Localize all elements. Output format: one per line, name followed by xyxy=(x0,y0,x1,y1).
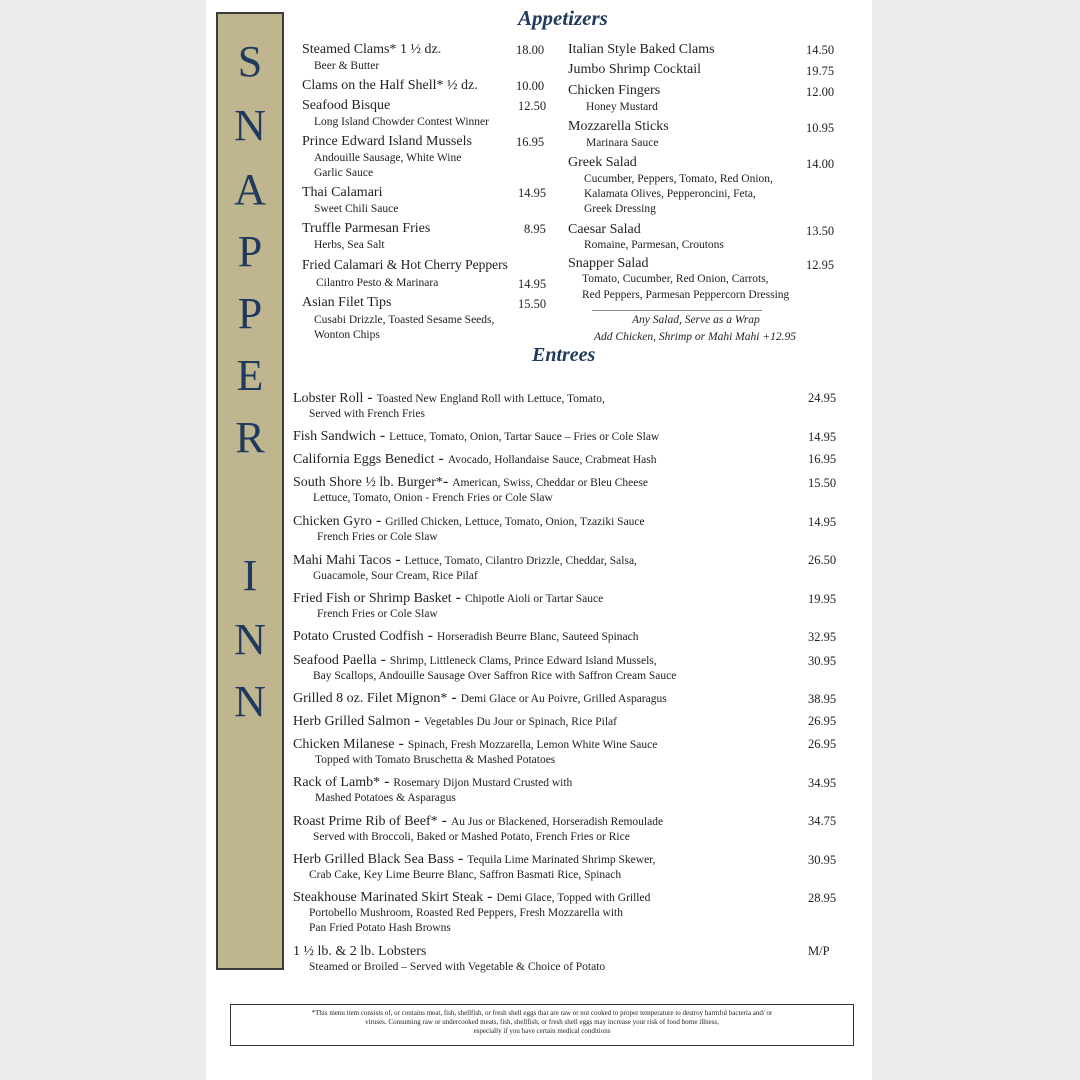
menu-item-desc: Cusabi Drizzle, Toasted Sesame Seeds, xyxy=(314,314,495,326)
menu-item-name: Clams on the Half Shell* ½ dz. xyxy=(302,78,478,93)
entree-desc: Vegetables Du Jour or Spinach, Rice Pilaf xyxy=(423,716,617,728)
disclaimer-line: *This menu item consists of, or contains meat, fish, shellfish, or fresh shell eggs that are raw or not cooked to proper temperature to destroy harmful bacteria and/ or xyxy=(311,1009,773,1017)
entree-price: 32.95 xyxy=(808,630,837,644)
entree-item: Potato Crusted Codfish - Horseradish Beurre Blanc, Sauteed Spinach xyxy=(293,627,639,644)
menu-item-name: Greek Salad xyxy=(568,155,637,170)
entree-item: Fried Fish or Shrimp Basket - Chipotle Aioli or Tartar Sauce French Fries or Cole Slaw xyxy=(293,589,604,620)
entree-name: 1 ½ lb. & 2 lb. Lobsters xyxy=(293,944,427,959)
entree-price: M/P xyxy=(808,944,830,958)
menu-item-desc: Long Island Chowder Contest Winner xyxy=(314,116,489,128)
entree-name: Fried Fish or Shrimp Basket xyxy=(293,591,452,606)
entree-desc: Shrimp, Littleneck Clams, Prince Edward Island Mussels, xyxy=(389,655,657,667)
entree-item: Seafood Paella - Shrimp, Littleneck Clams, Prince Edward Island Mussels, Bay Scallops, Andouille Sausage Over Saffron Rice with Saffron Cream Sauce xyxy=(293,651,677,682)
entree-item: Herb Grilled Salmon - Vegetables Du Jour or Spinach, Rice Pilaf xyxy=(293,712,617,729)
entree-price: 19.95 xyxy=(808,592,837,606)
menu-item-name: Seafood Bisque xyxy=(302,98,391,113)
entree-desc: Lettuce, Tomato, Onion, Tartar Sauce – Fries or Cole Slaw xyxy=(389,431,660,443)
entree-item: Rack of Lamb* - Rosemary Dijon Mustard Crusted with Mashed Potatoes & Asparagus xyxy=(293,773,573,804)
banner-letter: N xyxy=(234,101,266,150)
entree-item: Steakhouse Marinated Skirt Steak - Demi Glace, Topped with Grilled Portobello Mushroom, Roasted Red Peppers, Fresh Mozzarella with Pan Fried Potato Hash Browns xyxy=(293,888,651,934)
entree-desc-line2: Steamed or Broiled – Served with Vegetable & Choice of Potato xyxy=(309,961,606,973)
entree-desc-line2: Crab Cake, Key Lime Beurre Blanc, Saffron Basmati Rice, Spinach xyxy=(309,869,622,881)
entree-desc-line2: Portobello Mushroom, Roasted Red Peppers, Fresh Mozzarella with xyxy=(309,907,623,919)
menu-item-desc: Kalamata Olives, Pepperoncini, Feta, xyxy=(584,188,756,200)
entree-desc-line2: French Fries or Cole Slaw xyxy=(317,608,438,620)
entree-price: 26.50 xyxy=(808,553,837,567)
menu-item-desc: Garlic Sauce xyxy=(314,167,374,179)
menu-item-name: Asian Filet Tips xyxy=(302,295,392,310)
divider xyxy=(592,310,762,311)
banner-letter: E xyxy=(236,351,264,400)
menu-item-name: Jumbo Shrimp Cocktail xyxy=(568,62,701,77)
menu-item-name: Truffle Parmesan Fries xyxy=(302,221,431,236)
menu-item-desc: Cucumber, Peppers, Tomato, Red Onion, xyxy=(584,173,773,185)
menu-item-price: 14.00 xyxy=(806,157,835,171)
entree-item: Chicken Gyro - Grilled Chicken, Lettuce, Tomato, Onion, Tzaziki Sauce French Fries or Cole Slaw xyxy=(293,512,645,543)
entree-price: 34.95 xyxy=(808,776,837,790)
banner-letter: N xyxy=(234,615,266,664)
entree-desc: Demi Glace or Au Poivre, Grilled Asparagus xyxy=(460,693,667,705)
menu-item-desc: Beer & Butter xyxy=(314,60,380,72)
entree-desc: Tequila Lime Marinated Shrimp Skewer, xyxy=(467,854,656,866)
menu-item-price: 15.50 xyxy=(518,297,547,311)
entree-desc: Rosemary Dijon Mustard Crusted with xyxy=(393,777,573,789)
entree-price: 26.95 xyxy=(808,714,837,728)
entree-price: 30.95 xyxy=(808,853,837,867)
menu-item-price: 14.95 xyxy=(518,186,547,200)
entree-desc: Chipotle Aioli or Tartar Sauce xyxy=(465,593,604,605)
menu-item-desc: Honey Mustard xyxy=(586,101,658,113)
banner-letter: I xyxy=(242,551,258,600)
entree-name: Herb Grilled Black Sea Bass xyxy=(293,852,454,867)
entree-desc: Demi Glace, Topped with Grilled xyxy=(496,892,651,904)
entree-price: 28.95 xyxy=(808,891,837,905)
entree-item: Herb Grilled Black Sea Bass - Tequila Lime Marinated Shrimp Skewer, Crab Cake, Key Lime Beurre Blanc, Saffron Basmati Rice, Spinach xyxy=(293,850,656,881)
menu-item-desc: Cilantro Pesto & Marinara xyxy=(316,277,439,289)
entree-desc: Grilled Chicken, Lettuce, Tomato, Onion, Tzaziki Sauce xyxy=(385,516,645,528)
entree-desc: Avocado, Hollandaise Sauce, Crabmeat Hash xyxy=(447,454,657,466)
menu-item-price: 12.95 xyxy=(806,258,835,272)
banner-letter: N xyxy=(234,677,266,726)
entree-desc-line2: Guacamole, Sour Cream, Rice Pilaf xyxy=(313,570,478,582)
entree-desc: Spinach, Fresh Mozzarella, Lemon White Wine Sauce xyxy=(407,739,658,751)
menu-item-name: Prince Edward Island Mussels xyxy=(302,134,472,149)
entree-item xyxy=(293,942,605,975)
entree-desc-line2: Bay Scallops, Andouille Sausage Over Saffron Rice with Saffron Cream Sauce xyxy=(313,670,677,682)
menu-item-desc: Romaine, Parmesan, Croutons xyxy=(584,239,724,251)
menu-item-name: Chicken Fingers xyxy=(568,83,661,98)
banner-letter: P xyxy=(237,227,263,276)
menu-item-price: 12.00 xyxy=(806,85,835,99)
menu-item-price: 10.00 xyxy=(516,79,545,93)
menu-item-name: Mozzarella Sticks xyxy=(568,119,669,134)
menu-item-desc: Red Peppers, Parmesan Peppercorn Dressing xyxy=(582,289,790,301)
entree-price: 24.95 xyxy=(808,391,837,405)
entree-item: Chicken Milanese - Spinach, Fresh Mozzarella, Lemon White Wine Sauce Topped with Tomato Bruschetta & Mashed Potatoes xyxy=(293,735,658,766)
entree-desc: Toasted New England Roll with Lettuce, Tomato, xyxy=(376,393,605,405)
entree-price: 30.95 xyxy=(808,654,837,668)
entree-price: 15.50 xyxy=(808,476,837,490)
menu-item-price: 12.50 xyxy=(518,99,547,113)
entree-name: Steakhouse Marinated Skirt Steak xyxy=(293,890,484,905)
entree-item: Lobster Roll - Toasted New England Roll with Lettuce, Tomato, Served with French Fries xyxy=(293,389,605,420)
banner-letter: R xyxy=(235,413,265,462)
entree-desc-line2: Topped with Tomato Bruschetta & Mashed Potatoes xyxy=(315,754,556,766)
banner-letter: S xyxy=(237,37,263,86)
entree-item: Fish Sandwich - Lettuce, Tomato, Onion, Tartar Sauce – Fries or Cole Slaw xyxy=(293,427,660,444)
entree-item: South Shore ½ lb. Burger*- American, Swiss, Cheddar or Bleu Cheese Lettuce, Tomato, Onion - French Fries or Cole Slaw xyxy=(293,473,648,504)
entree-desc-line3: Pan Fried Potato Hash Browns xyxy=(309,922,451,934)
menu-item-desc: Herbs, Sea Salt xyxy=(314,239,385,251)
menu-item-price: 14.95 xyxy=(518,277,547,291)
appetizers-heading: Appetizers xyxy=(518,6,608,30)
menu-item-desc: Tomato, Cucumber, Red Onion, Carrots, xyxy=(582,273,769,285)
entree-price: 34.75 xyxy=(808,814,837,828)
disclaimer-line: especially if you have certain medical conditions xyxy=(473,1027,611,1035)
menu-item-price: 13.50 xyxy=(806,224,835,238)
entree-desc-line2: Served with French Fries xyxy=(309,408,425,420)
menu-item-name: Thai Calamari xyxy=(302,185,383,200)
entree-desc-line2: Lettuce, Tomato, Onion - French Fries or Cole Slaw xyxy=(313,492,553,504)
entree-price: 16.95 xyxy=(808,452,837,466)
entree-name: Chicken Gyro xyxy=(293,514,372,529)
entree-desc: Lettuce, Tomato, Cilantro Drizzle, Cheddar, Salsa, xyxy=(404,555,637,567)
menu-item-name: Fried Calamari & Hot Cherry Peppers xyxy=(302,257,508,272)
salad-note: Any Salad, Serve as a Wrap xyxy=(632,314,760,326)
entree-name: Herb Grilled Salmon xyxy=(293,714,411,729)
entree-name: Rack of Lamb* xyxy=(293,775,381,790)
entree-item: California Eggs Benedict - Avocado, Hollandaise Sauce, Crabmeat Hash xyxy=(293,450,657,467)
menu-item-name: Steamed Clams* 1 ½ dz. xyxy=(302,42,442,57)
banner-letter: P xyxy=(237,289,263,338)
disclaimer-line: viruses. Consuming raw or undercooked meats, fish, shellfish, or fresh shell eggs may increase your risk of food borne illness, xyxy=(365,1018,719,1026)
banner-letter: A xyxy=(234,165,266,214)
entree-name: Mahi Mahi Tacos xyxy=(293,553,392,568)
raw-food-disclaimer xyxy=(230,1004,854,1046)
entree-desc-line2: French Fries or Cole Slaw xyxy=(317,531,438,543)
entree-name: Roast Prime Rib of Beef* xyxy=(293,814,438,829)
entree-desc-line2: Served with Broccoli, Baked or Mashed Potato, French Fries or Rice xyxy=(313,831,630,843)
entree-name: Grilled 8 oz. Filet Mignon* xyxy=(293,691,448,706)
menu-item-name: Snapper Salad xyxy=(568,256,649,271)
entree-price: 14.95 xyxy=(808,515,837,529)
entree-name: California Eggs Benedict xyxy=(293,452,435,467)
menu-item-price: 18.00 xyxy=(516,43,545,57)
entree-price: 14.95 xyxy=(808,430,837,444)
menu-item-desc: Marinara Sauce xyxy=(586,137,659,149)
salad-note: Add Chicken, Shrimp or Mahi Mahi +12.95 xyxy=(594,331,796,343)
entree-name: South Shore ½ lb. Burger* xyxy=(293,475,443,490)
entree-name: Lobster Roll xyxy=(293,391,364,406)
entree-desc: American, Swiss, Cheddar or Bleu Cheese xyxy=(452,477,648,489)
menu-item-desc: Greek Dressing xyxy=(584,203,656,215)
restaurant-name-banner xyxy=(216,12,284,970)
menu-item-price: 16.95 xyxy=(516,135,545,149)
entree-item: Grilled 8 oz. Filet Mignon* - Demi Glace or Au Poivre, Grilled Asparagus xyxy=(293,689,667,706)
entrees-heading: Entrees xyxy=(532,344,596,366)
entree-price: 38.95 xyxy=(808,692,837,706)
menu-item-price: 14.50 xyxy=(806,43,835,57)
menu-item-desc: Andouille Sausage, White Wine xyxy=(314,152,462,164)
entree-desc: Au Jus or Blackened, Horseradish Remoulade xyxy=(450,816,664,828)
menu-item-name: Italian Style Baked Clams xyxy=(568,42,715,57)
entree-name: Potato Crusted Codfish xyxy=(293,629,424,644)
menu-item-desc: Wonton Chips xyxy=(314,329,380,341)
entree-item: Roast Prime Rib of Beef* - Au Jus or Blackened, Horseradish Remoulade Served with Broccoli, Baked or Mashed Potato, French Fries or Rice xyxy=(293,812,664,843)
entree-name: Seafood Paella xyxy=(293,653,377,668)
menu-item-name: Caesar Salad xyxy=(568,222,641,237)
entree-name: Chicken Milanese xyxy=(293,737,395,752)
menu-item-price: 8.95 xyxy=(524,222,546,236)
entree-desc: Horseradish Beurre Blanc, Sauteed Spinach xyxy=(437,631,639,643)
menu-item-desc: Sweet Chili Sauce xyxy=(314,203,399,215)
entree-name: Fish Sandwich xyxy=(293,429,376,444)
entree-item: Mahi Mahi Tacos - Lettuce, Tomato, Cilantro Drizzle, Cheddar, Salsa, Guacamole, Sour Cream, Rice Pilaf xyxy=(293,551,637,582)
menu-item-price: 10.95 xyxy=(806,121,835,135)
entree-price: 26.95 xyxy=(808,737,837,751)
menu-item-price: 19.75 xyxy=(806,64,835,78)
entree-desc-line2: Mashed Potatoes & Asparagus xyxy=(315,792,456,804)
